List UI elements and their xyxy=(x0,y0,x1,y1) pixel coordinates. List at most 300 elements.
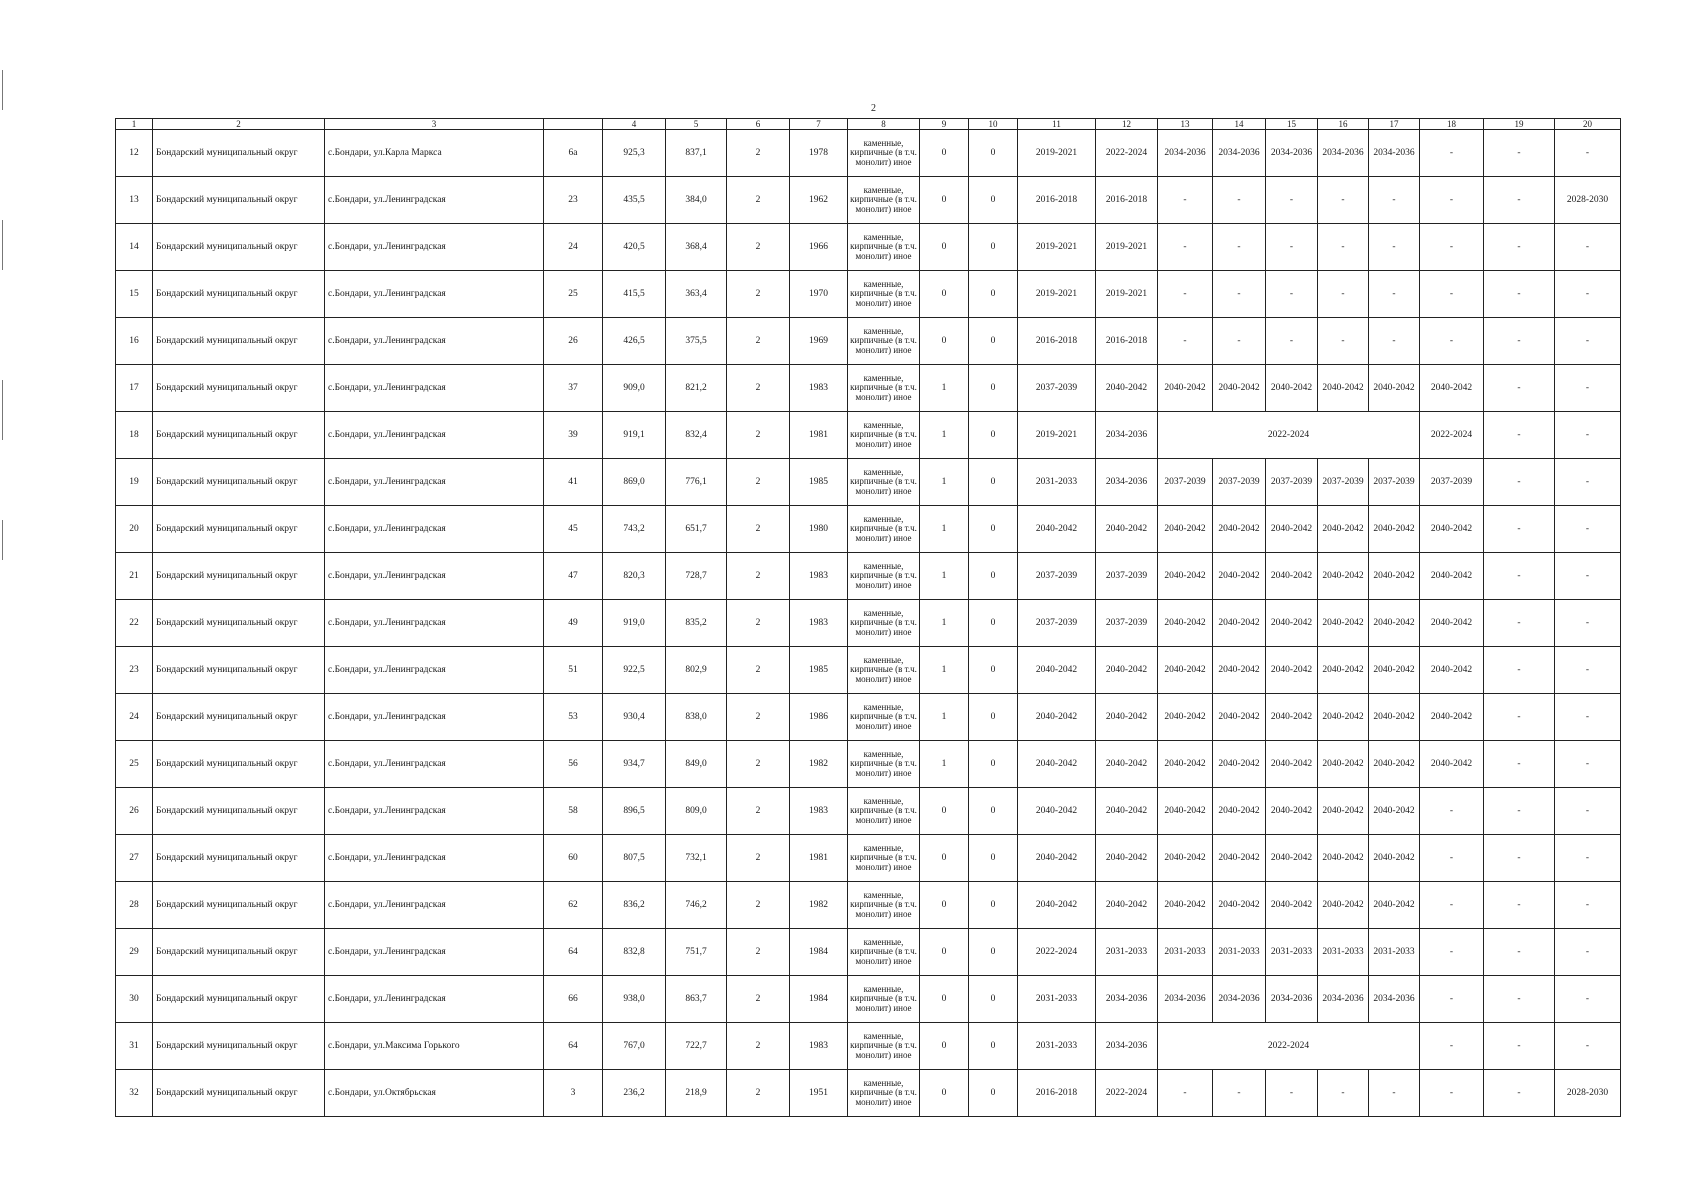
col17-cell: 2031-2033 xyxy=(1369,929,1420,976)
col14-cell: - xyxy=(1213,177,1266,224)
district-cell: Бондарский муниципальный округ xyxy=(153,459,325,506)
col10-cell: 0 xyxy=(969,412,1018,459)
wall-material-cell: каменные, кирпичные (в т.ч. монолит) иное xyxy=(848,318,920,365)
col-header-8: 8 xyxy=(848,119,920,130)
col15-cell: 2040-2042 xyxy=(1266,506,1318,553)
district-cell: Бондарский муниципальный округ xyxy=(153,835,325,882)
row-number: 13 xyxy=(116,177,153,224)
living-area-cell: 651,7 xyxy=(666,506,727,553)
wall-material-cell: каменные, кирпичные (в т.ч. монолит) иное xyxy=(848,365,920,412)
col15-cell: - xyxy=(1266,271,1318,318)
build-year-cell: 1983 xyxy=(790,600,848,647)
col-header-12: 12 xyxy=(1096,119,1158,130)
address-cell: с.Бондари, ул.Ленинградская xyxy=(325,365,544,412)
col20-cell: - xyxy=(1555,741,1621,788)
col9-cell: 0 xyxy=(920,882,969,929)
col9-cell: 0 xyxy=(920,835,969,882)
col9-cell: 1 xyxy=(920,647,969,694)
table-row xyxy=(116,459,1621,506)
col19-cell: - xyxy=(1484,553,1555,600)
living-area-cell: 832,4 xyxy=(666,412,727,459)
col13-cell: 2040-2042 xyxy=(1158,647,1213,694)
col18-cell: - xyxy=(1420,271,1484,318)
col17-cell: 2034-2036 xyxy=(1369,130,1420,177)
col11-cell: 2031-2033 xyxy=(1018,976,1096,1023)
col11-cell: 2019-2021 xyxy=(1018,224,1096,271)
col20-cell: 2028-2030 xyxy=(1555,177,1621,224)
col18-cell: - xyxy=(1420,177,1484,224)
table-row xyxy=(116,741,1621,788)
col18-cell: 2040-2042 xyxy=(1420,365,1484,412)
col11-cell: 2040-2042 xyxy=(1018,647,1096,694)
table-row xyxy=(116,600,1621,647)
housing-repair-table xyxy=(115,118,1621,1117)
col15-cell: 2040-2042 xyxy=(1266,365,1318,412)
total-area-cell: 236,2 xyxy=(603,1070,666,1117)
row-number: 24 xyxy=(116,694,153,741)
col15-cell: 2040-2042 xyxy=(1266,741,1318,788)
table-row xyxy=(116,177,1621,224)
col15-cell: 2040-2042 xyxy=(1266,882,1318,929)
col-header-10: 10 xyxy=(969,119,1018,130)
col11-cell: 2040-2042 xyxy=(1018,882,1096,929)
living-area-cell: 218,9 xyxy=(666,1070,727,1117)
address-cell: с.Бондари, ул.Ленинградская xyxy=(325,506,544,553)
col19-cell: - xyxy=(1484,506,1555,553)
address-cell: с.Бондари, ул.Ленинградская xyxy=(325,600,544,647)
floors-cell: 2 xyxy=(727,271,790,318)
wall-material-cell: каменные, кирпичные (в т.ч. монолит) иное xyxy=(848,506,920,553)
col18-cell: 2040-2042 xyxy=(1420,506,1484,553)
house-number-cell: 23 xyxy=(544,177,603,224)
house-number-cell: 64 xyxy=(544,1023,603,1070)
col19-cell: - xyxy=(1484,271,1555,318)
house-number-cell: 41 xyxy=(544,459,603,506)
build-year-cell: 1978 xyxy=(790,130,848,177)
col19-cell: - xyxy=(1484,694,1555,741)
col17-cell: - xyxy=(1369,177,1420,224)
district-cell: Бондарский муниципальный округ xyxy=(153,741,325,788)
col10-cell: 0 xyxy=(969,318,1018,365)
living-area-cell: 821,2 xyxy=(666,365,727,412)
table-row xyxy=(116,506,1621,553)
col10-cell: 0 xyxy=(969,130,1018,177)
living-area-cell: 809,0 xyxy=(666,788,727,835)
total-area-cell: 420,5 xyxy=(603,224,666,271)
total-area-cell: 934,7 xyxy=(603,741,666,788)
col10-cell: 0 xyxy=(969,741,1018,788)
col14-cell: - xyxy=(1213,318,1266,365)
col12-cell: 2040-2042 xyxy=(1096,365,1158,412)
col19-cell: - xyxy=(1484,224,1555,271)
col14-cell: 2040-2042 xyxy=(1213,741,1266,788)
col17-cell: 2040-2042 xyxy=(1369,788,1420,835)
table-row xyxy=(116,929,1621,976)
house-number-cell: 60 xyxy=(544,835,603,882)
address-cell: с.Бондари, ул.Ленинградская xyxy=(325,224,544,271)
col12-cell: 2031-2033 xyxy=(1096,929,1158,976)
col12-cell: 2034-2036 xyxy=(1096,459,1158,506)
col15-cell: 2034-2036 xyxy=(1266,976,1318,1023)
col19-cell: - xyxy=(1484,318,1555,365)
col13-cell: - xyxy=(1158,271,1213,318)
col14-cell: - xyxy=(1213,1070,1266,1117)
col16-cell: - xyxy=(1318,177,1369,224)
col9-cell: 1 xyxy=(920,459,969,506)
col14-cell: 2040-2042 xyxy=(1213,647,1266,694)
living-area-cell: 728,7 xyxy=(666,553,727,600)
col9-cell: 0 xyxy=(920,271,969,318)
col11-cell: 2016-2018 xyxy=(1018,1070,1096,1117)
col17-cell: - xyxy=(1369,318,1420,365)
col11-cell: 2022-2024 xyxy=(1018,929,1096,976)
col16-cell: 2040-2042 xyxy=(1318,694,1369,741)
total-area-cell: 836,2 xyxy=(603,882,666,929)
col11-cell: 2040-2042 xyxy=(1018,506,1096,553)
col16-cell: 2040-2042 xyxy=(1318,788,1369,835)
col20-cell: - xyxy=(1555,224,1621,271)
col17-cell: - xyxy=(1369,271,1420,318)
build-year-cell: 1951 xyxy=(790,1070,848,1117)
col18-cell: - xyxy=(1420,882,1484,929)
col-header-17: 17 xyxy=(1369,119,1420,130)
col12-cell: 2034-2036 xyxy=(1096,1023,1158,1070)
table-row xyxy=(116,224,1621,271)
living-area-cell: 751,7 xyxy=(666,929,727,976)
wall-material-cell: каменные, кирпичные (в т.ч. монолит) иное xyxy=(848,412,920,459)
col10-cell: 0 xyxy=(969,882,1018,929)
address-cell: с.Бондари, ул.Ленинградская xyxy=(325,271,544,318)
build-year-cell: 1984 xyxy=(790,929,848,976)
row-number: 17 xyxy=(116,365,153,412)
row-number: 23 xyxy=(116,647,153,694)
col18-cell: 2022-2024 xyxy=(1420,412,1484,459)
col16-cell: 2040-2042 xyxy=(1318,647,1369,694)
build-year-cell: 1982 xyxy=(790,882,848,929)
district-cell: Бондарский муниципальный округ xyxy=(153,506,325,553)
col19-cell: - xyxy=(1484,929,1555,976)
col-header-4: 4 xyxy=(603,119,666,130)
address-cell: с.Бондари, ул.Ленинградская xyxy=(325,647,544,694)
col12-cell: 2040-2042 xyxy=(1096,506,1158,553)
total-area-cell: 832,8 xyxy=(603,929,666,976)
col19-cell: - xyxy=(1484,835,1555,882)
living-area-cell: 368,4 xyxy=(666,224,727,271)
total-area-cell: 930,4 xyxy=(603,694,666,741)
col19-cell: - xyxy=(1484,647,1555,694)
build-year-cell: 1983 xyxy=(790,1023,848,1070)
col10-cell: 0 xyxy=(969,459,1018,506)
col14-cell: 2040-2042 xyxy=(1213,553,1266,600)
col15-cell: 2040-2042 xyxy=(1266,788,1318,835)
wall-material-cell: каменные, кирпичные (в т.ч. монолит) иное xyxy=(848,600,920,647)
col20-cell: - xyxy=(1555,1023,1621,1070)
col-header-14: 14 xyxy=(1213,119,1266,130)
col13-cell: 2040-2042 xyxy=(1158,365,1213,412)
col14-cell: 2040-2042 xyxy=(1213,506,1266,553)
district-cell: Бондарский муниципальный округ xyxy=(153,271,325,318)
col16-cell: - xyxy=(1318,224,1369,271)
col15-cell: 2037-2039 xyxy=(1266,459,1318,506)
table-row xyxy=(116,976,1621,1023)
total-area-cell: 922,5 xyxy=(603,647,666,694)
col16-cell: 2040-2042 xyxy=(1318,365,1369,412)
col18-cell: - xyxy=(1420,835,1484,882)
col-header-11: 11 xyxy=(1018,119,1096,130)
total-area-cell: 743,2 xyxy=(603,506,666,553)
col11-cell: 2040-2042 xyxy=(1018,788,1096,835)
total-area-cell: 938,0 xyxy=(603,976,666,1023)
house-number-cell: 49 xyxy=(544,600,603,647)
col12-cell: 2037-2039 xyxy=(1096,553,1158,600)
col16-cell: - xyxy=(1318,1070,1369,1117)
col14-cell: 2037-2039 xyxy=(1213,459,1266,506)
col10-cell: 0 xyxy=(969,1070,1018,1117)
house-number-cell: 66 xyxy=(544,976,603,1023)
col15-cell: - xyxy=(1266,1070,1318,1117)
build-year-cell: 1983 xyxy=(790,365,848,412)
col12-cell: 2016-2018 xyxy=(1096,177,1158,224)
col13-cell: 2034-2036 xyxy=(1158,976,1213,1023)
floors-cell: 2 xyxy=(727,130,790,177)
floors-cell: 2 xyxy=(727,1070,790,1117)
col12-cell: 2019-2021 xyxy=(1096,224,1158,271)
address-cell: с.Бондари, ул.Ленинградская xyxy=(325,835,544,882)
col19-cell: - xyxy=(1484,1023,1555,1070)
floors-cell: 2 xyxy=(727,835,790,882)
floors-cell: 2 xyxy=(727,647,790,694)
row-number: 26 xyxy=(116,788,153,835)
col16-cell: - xyxy=(1318,318,1369,365)
col19-cell: - xyxy=(1484,459,1555,506)
col17-cell: 2040-2042 xyxy=(1369,553,1420,600)
col18-cell: - xyxy=(1420,1023,1484,1070)
col10-cell: 0 xyxy=(969,694,1018,741)
col15-cell: 2031-2033 xyxy=(1266,929,1318,976)
house-number-cell: 39 xyxy=(544,412,603,459)
col18-cell: - xyxy=(1420,318,1484,365)
wall-material-cell: каменные, кирпичные (в т.ч. монолит) иное xyxy=(848,647,920,694)
address-cell: с.Бондари, ул.Карла Маркса xyxy=(325,130,544,177)
district-cell: Бондарский муниципальный округ xyxy=(153,600,325,647)
col10-cell: 0 xyxy=(969,788,1018,835)
build-year-cell: 1985 xyxy=(790,459,848,506)
col20-cell: - xyxy=(1555,647,1621,694)
house-number-cell: 56 xyxy=(544,741,603,788)
col-header-18: 18 xyxy=(1420,119,1484,130)
district-cell: Бондарский муниципальный округ xyxy=(153,929,325,976)
col13-cell: - xyxy=(1158,224,1213,271)
house-number-cell: 6а xyxy=(544,130,603,177)
district-cell: Бондарский муниципальный округ xyxy=(153,365,325,412)
col9-cell: 1 xyxy=(920,365,969,412)
col20-cell: - xyxy=(1555,976,1621,1023)
build-year-cell: 1969 xyxy=(790,318,848,365)
wall-material-cell: каменные, кирпичные (в т.ч. монолит) иное xyxy=(848,1070,920,1117)
living-area-cell: 722,7 xyxy=(666,1023,727,1070)
address-cell: с.Бондари, ул.Ленинградская xyxy=(325,788,544,835)
col9-cell: 0 xyxy=(920,788,969,835)
col11-cell: 2019-2021 xyxy=(1018,130,1096,177)
build-year-cell: 1985 xyxy=(790,647,848,694)
col14-cell: - xyxy=(1213,271,1266,318)
col9-cell: 1 xyxy=(920,412,969,459)
col-header-16: 16 xyxy=(1318,119,1369,130)
living-area-cell: 776,1 xyxy=(666,459,727,506)
page-number: 2 xyxy=(871,103,876,114)
col20-cell: - xyxy=(1555,553,1621,600)
col12-cell: 2034-2036 xyxy=(1096,412,1158,459)
living-area-cell: 375,5 xyxy=(666,318,727,365)
row-number: 29 xyxy=(116,929,153,976)
col17-cell: - xyxy=(1369,1070,1420,1117)
col19-cell: - xyxy=(1484,412,1555,459)
col13-cell: 2037-2039 xyxy=(1158,459,1213,506)
col18-cell: - xyxy=(1420,1070,1484,1117)
build-year-cell: 1981 xyxy=(790,412,848,459)
col9-cell: 1 xyxy=(920,741,969,788)
total-area-cell: 435,5 xyxy=(603,177,666,224)
living-area-cell: 835,2 xyxy=(666,600,727,647)
floors-cell: 2 xyxy=(727,976,790,1023)
col18-cell: 2040-2042 xyxy=(1420,741,1484,788)
build-year-cell: 1984 xyxy=(790,976,848,1023)
col9-cell: 1 xyxy=(920,553,969,600)
table-row xyxy=(116,1023,1621,1070)
table-row xyxy=(116,318,1621,365)
col13-cell: 2040-2042 xyxy=(1158,882,1213,929)
col-header-3: 3 xyxy=(325,119,544,130)
col15-cell: 2040-2042 xyxy=(1266,553,1318,600)
col11-cell: 2037-2039 xyxy=(1018,365,1096,412)
row-number: 27 xyxy=(116,835,153,882)
house-number-cell: 53 xyxy=(544,694,603,741)
col18-cell: 2040-2042 xyxy=(1420,694,1484,741)
row-number: 19 xyxy=(116,459,153,506)
living-area-cell: 802,9 xyxy=(666,647,727,694)
house-number-cell: 58 xyxy=(544,788,603,835)
col14-cell: 2034-2036 xyxy=(1213,976,1266,1023)
address-cell: с.Бондари, ул.Ленинградская xyxy=(325,318,544,365)
col13-cell: 2040-2042 xyxy=(1158,600,1213,647)
col12-cell: 2040-2042 xyxy=(1096,882,1158,929)
row-number: 20 xyxy=(116,506,153,553)
wall-material-cell: каменные, кирпичные (в т.ч. монолит) иное xyxy=(848,459,920,506)
col11-cell: 2037-2039 xyxy=(1018,600,1096,647)
table-row xyxy=(116,271,1621,318)
col20-cell: - xyxy=(1555,929,1621,976)
build-year-cell: 1983 xyxy=(790,553,848,600)
col9-cell: 0 xyxy=(920,1070,969,1117)
col13-cell: - xyxy=(1158,1070,1213,1117)
house-number-cell: 47 xyxy=(544,553,603,600)
col12-cell: 2040-2042 xyxy=(1096,788,1158,835)
col12-cell: 2040-2042 xyxy=(1096,835,1158,882)
row-number: 30 xyxy=(116,976,153,1023)
row-number: 25 xyxy=(116,741,153,788)
col9-cell: 0 xyxy=(920,130,969,177)
col-header-20: 20 xyxy=(1555,119,1621,130)
house-number-cell: 37 xyxy=(544,365,603,412)
col20-cell: - xyxy=(1555,835,1621,882)
total-area-cell: 919,1 xyxy=(603,412,666,459)
floors-cell: 2 xyxy=(727,412,790,459)
district-cell: Бондарский муниципальный округ xyxy=(153,224,325,271)
col-header-9: 9 xyxy=(920,119,969,130)
col16-cell: 2040-2042 xyxy=(1318,506,1369,553)
col15-cell: 2034-2036 xyxy=(1266,130,1318,177)
col14-cell: 2040-2042 xyxy=(1213,788,1266,835)
col-header-6: 6 xyxy=(727,119,790,130)
table-row xyxy=(116,553,1621,600)
col18-cell: - xyxy=(1420,976,1484,1023)
wall-material-cell: каменные, кирпичные (в т.ч. монолит) иное xyxy=(848,788,920,835)
col12-cell: 2037-2039 xyxy=(1096,600,1158,647)
col11-cell: 2016-2018 xyxy=(1018,177,1096,224)
col20-cell: - xyxy=(1555,318,1621,365)
living-area-cell: 746,2 xyxy=(666,882,727,929)
district-cell: Бондарский муниципальный округ xyxy=(153,788,325,835)
row-number: 12 xyxy=(116,130,153,177)
floors-cell: 2 xyxy=(727,741,790,788)
table-row xyxy=(116,835,1621,882)
col11-cell: 2040-2042 xyxy=(1018,741,1096,788)
col13-cell: 2031-2033 xyxy=(1158,929,1213,976)
total-area-cell: 925,3 xyxy=(603,130,666,177)
address-cell: с.Бондари, ул.Ленинградская xyxy=(325,976,544,1023)
address-cell: с.Бондари, ул.Октябрьская xyxy=(325,1070,544,1117)
row-number: 31 xyxy=(116,1023,153,1070)
house-number-cell: 64 xyxy=(544,929,603,976)
total-area-cell: 807,5 xyxy=(603,835,666,882)
wall-material-cell: каменные, кирпичные (в т.ч. монолит) иное xyxy=(848,694,920,741)
house-number-cell: 25 xyxy=(544,271,603,318)
address-cell: с.Бондари, ул.Ленинградская xyxy=(325,553,544,600)
row-number: 14 xyxy=(116,224,153,271)
living-area-cell: 363,4 xyxy=(666,271,727,318)
total-area-cell: 426,5 xyxy=(603,318,666,365)
wall-material-cell: каменные, кирпичные (в т.ч. монолит) иное xyxy=(848,1023,920,1070)
col20-cell: - xyxy=(1555,600,1621,647)
build-year-cell: 1966 xyxy=(790,224,848,271)
col12-cell: 2016-2018 xyxy=(1096,318,1158,365)
district-cell: Бондарский муниципальный округ xyxy=(153,694,325,741)
col-header-5: 5 xyxy=(666,119,727,130)
house-number-cell: 26 xyxy=(544,318,603,365)
col17-cell: 2034-2036 xyxy=(1369,976,1420,1023)
col13-cell: 2040-2042 xyxy=(1158,741,1213,788)
district-cell: Бондарский муниципальный округ xyxy=(153,882,325,929)
table-row xyxy=(116,1070,1621,1117)
total-area-cell: 767,0 xyxy=(603,1023,666,1070)
address-cell: с.Бондари, ул.Ленинградская xyxy=(325,177,544,224)
col13-cell: 2034-2036 xyxy=(1158,130,1213,177)
floors-cell: 2 xyxy=(727,929,790,976)
col16-cell: 2040-2042 xyxy=(1318,835,1369,882)
total-area-cell: 896,5 xyxy=(603,788,666,835)
col-header-7: 7 xyxy=(790,119,848,130)
address-cell: с.Бондари, ул.Ленинградская xyxy=(325,412,544,459)
col19-cell: - xyxy=(1484,788,1555,835)
wall-material-cell: каменные, кирпичные (в т.ч. монолит) иное xyxy=(848,741,920,788)
column-number-row xyxy=(116,119,1621,130)
col17-cell: 2040-2042 xyxy=(1369,835,1420,882)
col9-cell: 0 xyxy=(920,1023,969,1070)
col11-cell: 2016-2018 xyxy=(1018,318,1096,365)
district-cell: Бондарский муниципальный округ xyxy=(153,177,325,224)
col11-cell: 2040-2042 xyxy=(1018,694,1096,741)
col9-cell: 1 xyxy=(920,506,969,553)
